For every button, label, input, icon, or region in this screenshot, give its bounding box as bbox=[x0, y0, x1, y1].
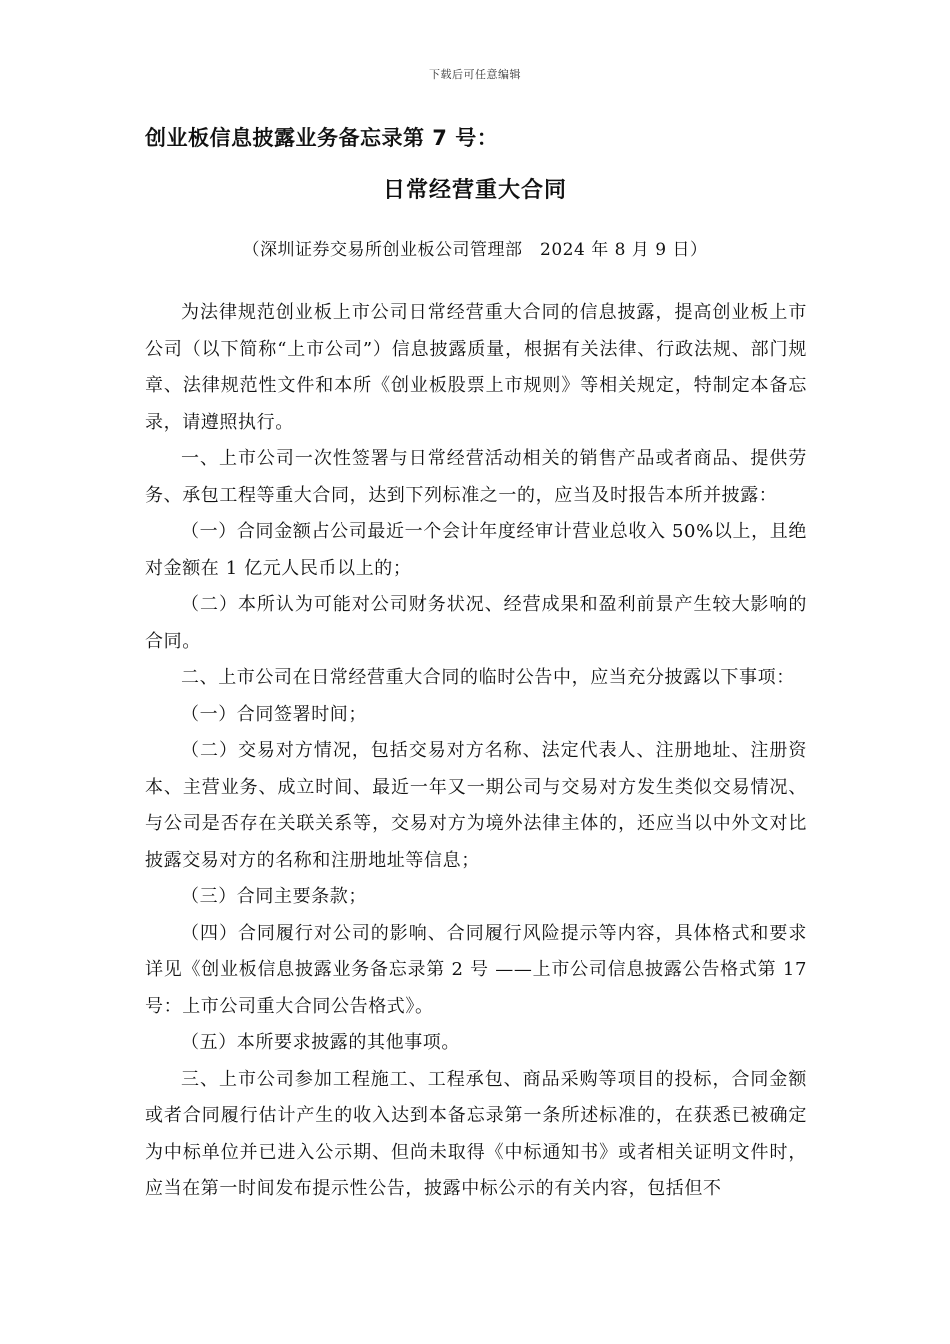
paragraph-clause-2-item-4: （四）合同履行对公司的影响、合同履行风险提示等内容，具体格式和要求详见《创业板信息披露业务备忘录第 2 号 ——上市公司信息披露公告格式第 17 号：上市公司重大合同公告格式》。 bbox=[145, 922, 807, 1017]
paragraph-clause-2: 二、上市公司在日常经营重大合同的临时公告中，应当充分披露以下事项： bbox=[181, 667, 795, 688]
paragraph-clause-3: 三、上市公司参加工程施工、工程承包、商品采购等项目的投标，合同金额或者合同履行估计产生的收入达到本备忘录第一条所述标准的，在获悉已被确定为中标单位并已进入公示期、但尚未取得《中标通知书》或者相关证明文件时，应当在第一时间发布提示性公告，披露中标公示的有关内容，包括但不 bbox=[145, 1068, 807, 1199]
memo-body bbox=[145, 295, 807, 1208]
paragraph-clause-2-item-2: （二）交易对方情况，包括交易对方名称、法定代表人、注册地址、注册资本、主营业务、成立时间、最近一年又一期公司与交易对方发生类似交易情况、与公司是否存在关联关系等，交易对方为境外法律主体的，还应当以中外文对比披露交易对方的名称和注册地址等信息； bbox=[145, 740, 807, 871]
issuer-date-line: （深圳证券交易所创业板公司管理部 2024 年 8 月 9 日） bbox=[242, 240, 708, 260]
paragraph-clause-1: 一、上市公司一次性签署与日常经营活动相关的销售产品或者商品、提供劳务、承包工程等重大合同，达到下列标准之一的，应当及时报告本所并披露： bbox=[145, 448, 807, 506]
paragraph-clause-2-item-3: （三）合同主要条款； bbox=[181, 886, 367, 907]
download-note: 下载后可任意编辑 bbox=[429, 68, 521, 81]
paragraph-preamble: 为法律规范创业板上市公司日常经营重大合同的信息披露，提高创业板上市公司（以下简称“上市公司”）信息披露质量，根据有关法律、行政法规、部门规章、法律规范性文件和本所《创业板股票上市规则》等相关规定，特制定本备忘录，请遵照执行。 bbox=[145, 302, 807, 433]
paragraph-clause-1-item-1: （一）合同金额占公司最近一个会计年度经审计营业总收入 50%以上，且绝对金额在 1 亿元人民币以上的； bbox=[145, 521, 807, 579]
paragraph-clause-1-item-2: （二）本所认为可能对公司财务状况、经营成果和盈利前景产生较大影响的合同。 bbox=[145, 594, 807, 652]
paragraph-clause-2-item-1: （一）合同签署时间； bbox=[181, 703, 367, 725]
paragraph-clause-2-item-5: （五）本所要求披露的其他事项。 bbox=[181, 1032, 460, 1053]
memo-title: 创业板信息披露业务备忘录第 7 号： bbox=[145, 126, 499, 150]
memo-subtitle: 日常经营重大合同 bbox=[382, 178, 567, 203]
